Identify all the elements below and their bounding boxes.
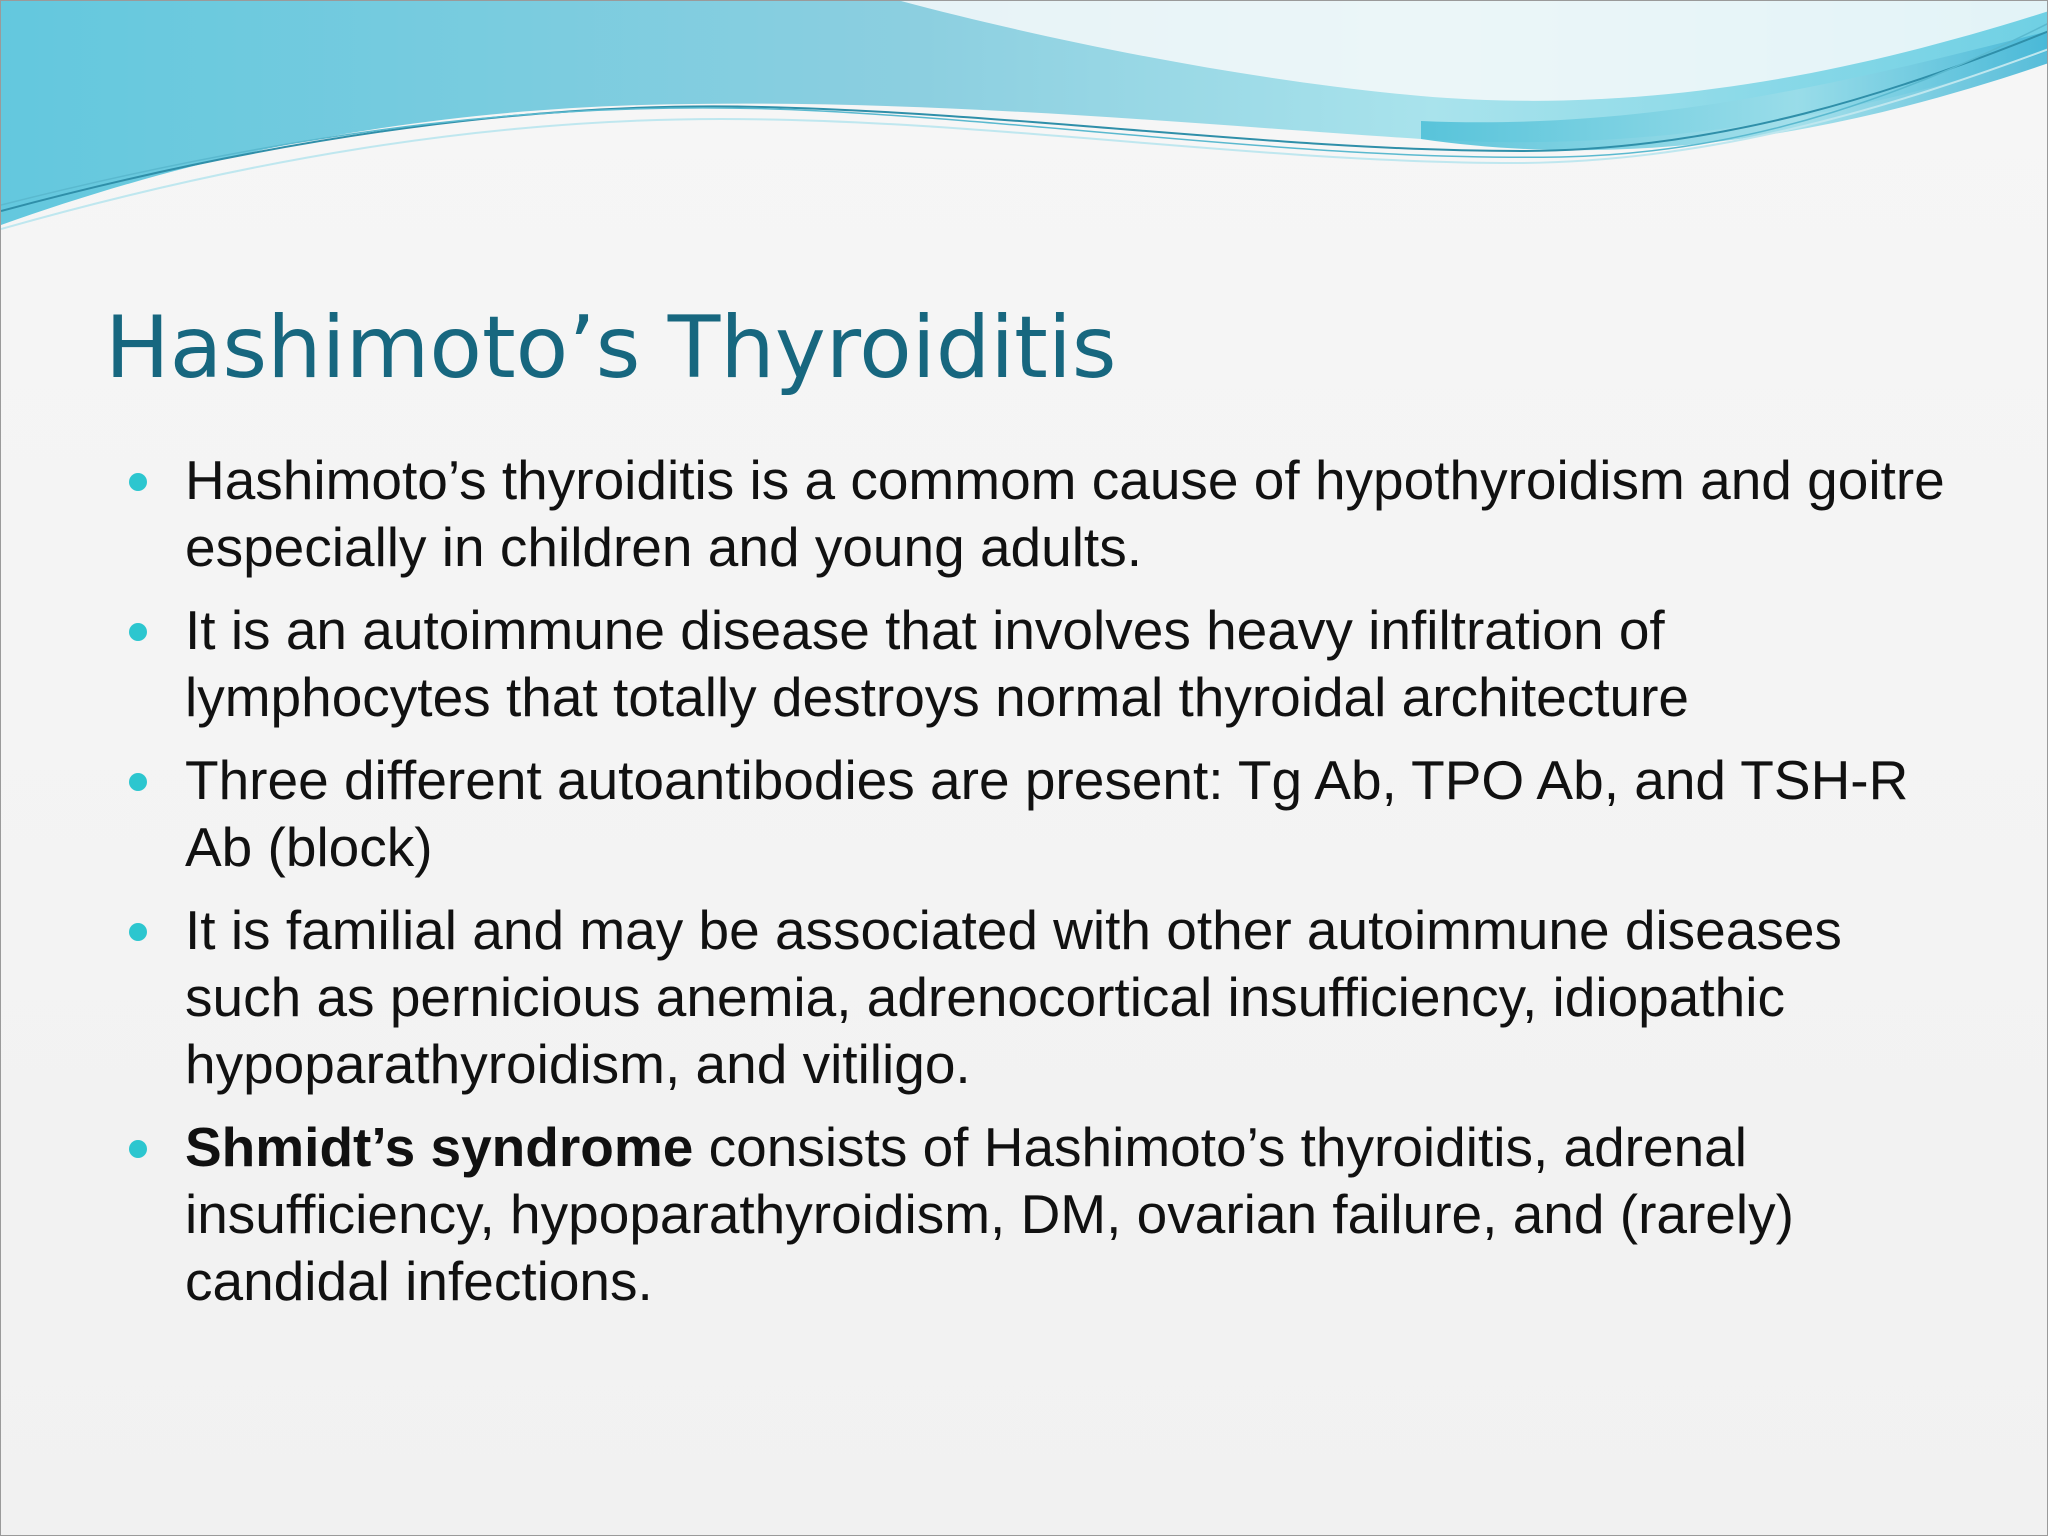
bullet-item [127,897,1947,1098]
bullet-dot-icon [129,773,147,791]
bullet-item [127,747,1947,881]
header-wave-decoration [1,1,2048,241]
bullet-text: Hashimoto’s thyroiditis is a commom cause of hypothyroidism and goitre especially in children and young adults. [185,449,1945,578]
bullet-item [127,447,1947,581]
slide-title: Hashimoto’s Thyroiditis [105,298,1117,398]
bullet-text: consists of Hashimoto’s thyroiditis, adrenal insufficiency, hypoparathyroidism, DM, ovarian failure, and (rarely) candidal infections. [185,1116,1794,1312]
bullet-dot-icon [129,473,147,491]
bullet-list [127,447,1947,1331]
bullet-item [127,597,1947,731]
bullet-dot-icon [129,1140,147,1158]
bullet-dot-icon [129,923,147,941]
bullet-text: It is an autoimmune disease that involves heavy infiltration of lymphocytes that totally destroys normal thyroidal architecture [185,599,1689,728]
bullet-dot-icon [129,623,147,641]
bullet-item [127,1114,1947,1315]
bullet-text: It is familial and may be associated with other autoimmune diseases such as pernicious anemia, adrenocortical insufficiency, idiopathic hypoparathyroidism, and vitiligo. [185,899,1842,1095]
bullet-text: Three different autoantibodies are present: Tg Ab, TPO Ab, and TSH-R Ab (block) [185,749,1909,878]
bullet-bold-term: Shmidt’s syndrome [185,1116,694,1178]
